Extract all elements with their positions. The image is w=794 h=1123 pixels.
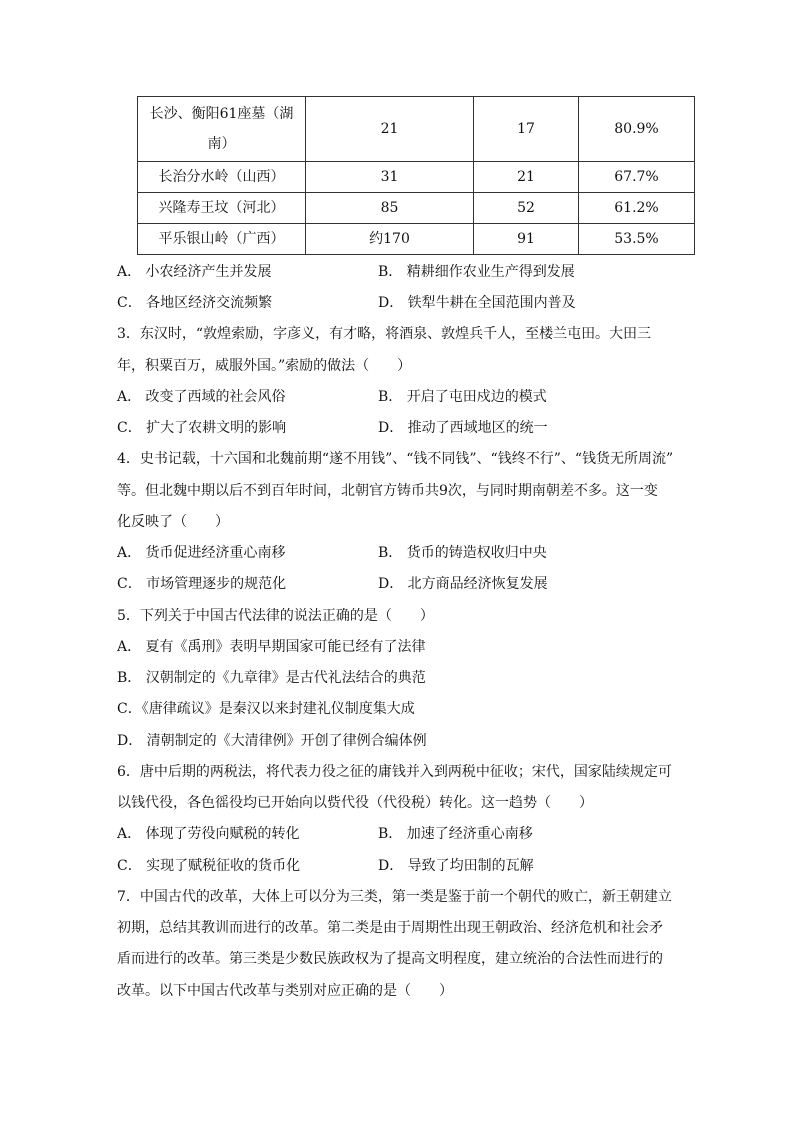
q3-option-a: A． 改变了西域的社会风俗 xyxy=(117,389,286,405)
q6-stem-line1: 6．唐中后期的两税法，将代表力役之征的庸钱并入到两税中征收；宋代，国家陆续规定可 xyxy=(117,764,672,780)
table-cell: 21 xyxy=(474,162,579,193)
table-cell: 61.2% xyxy=(579,193,695,224)
table-row xyxy=(138,224,695,255)
q2-option-a: A． 小农经济产生并发展 xyxy=(117,264,272,280)
q4-option-d: D． 北方商品经济恢复发展 xyxy=(378,576,548,592)
q3-option-c: C． 扩大了农耕文明的影响 xyxy=(117,420,287,436)
q7-stem-line2: 初期，总结其教训而进行的改革。第二类是由于周期性出现王朝政治、经济危机和社会矛 xyxy=(117,920,663,936)
q6-stem-line2: 以钱代役，各色徭役均已开始向以赀代役（代役税）转化。这一趋势（ ） xyxy=(117,795,593,811)
table-cell: 52 xyxy=(474,193,579,224)
q4-option-b: B． 货币的铸造权收归中央 xyxy=(378,545,547,561)
q2-option-b: B． 精耕细作农业生产得到发展 xyxy=(378,264,575,280)
table-cell: 80.9% xyxy=(579,97,695,162)
q5-option-c: C．《唐律疏议》是秦汉以来封建礼仪制度集大成 xyxy=(117,701,415,717)
data-table xyxy=(137,96,695,255)
q4-stem-line1: 4．史书记载，十六国和北魏前期“遂不用钱”、“钱不同钱”、“钱终不行”、“钱货无所周流” xyxy=(117,451,674,467)
q4-option-c: C． 市场管理逐步的规范化 xyxy=(117,576,287,592)
table-cell: 17 xyxy=(474,97,579,162)
table-cell: 91 xyxy=(474,224,579,255)
table-cell: 约170 xyxy=(306,224,474,255)
q4-stem-line2: 等。但北魏中期以后不到百年时间，北朝官方铸币共9次，与同时期南朝差不多。这一变 xyxy=(117,483,658,499)
table-cell: 31 xyxy=(306,162,474,193)
q3-option-b: B． 开启了屯田戍边的模式 xyxy=(378,389,547,405)
table-cell-site: 兴隆寿王坟（河北） xyxy=(138,193,306,224)
q4-stem-line3: 化反映了（ ） xyxy=(117,514,229,530)
q6-option-b: B． 加速了经济重心南移 xyxy=(378,826,533,842)
table-row xyxy=(138,193,695,224)
q3-stem-line2: 年，积粟百万，威服外国。”索励的做法（ ） xyxy=(117,358,412,374)
table-cell: 21 xyxy=(306,97,474,162)
q7-stem-line4: 改革。以下中国古代改革与类别对应正确的是（ ） xyxy=(117,983,453,999)
q6-option-a: A． 体现了劳役向赋税的转化 xyxy=(117,826,300,842)
q3-stem-line1: 3．东汉时，“敦煌索励，字彦义，有才略，将酒泉、敦煌兵千人，至楼兰屯田。大田三 xyxy=(117,326,652,342)
table-row xyxy=(138,97,695,162)
q4-option-a: A． 货币促进经济重心南移 xyxy=(117,545,286,561)
table-cell: 53.5% xyxy=(579,224,695,255)
q5-option-a: A． 夏有《禹刑》表明早期国家可能已经有了法律 xyxy=(117,639,426,655)
q5-stem-line1: 5．下列关于中国古代法律的说法正确的是（ ） xyxy=(117,608,434,624)
q3-option-d: D． 推动了西域地区的统一 xyxy=(378,420,548,436)
q2-option-d: D． 铁犁牛耕在全国范围内普及 xyxy=(378,295,576,311)
table-cell: 85 xyxy=(306,193,474,224)
q5-option-d: D． 清朝制定的《大清律例》开创了律例合编体例 xyxy=(117,733,427,749)
table-row xyxy=(138,162,695,193)
table-cell-site: 平乐银山岭（广西） xyxy=(138,224,306,255)
table-cell-site: 长沙、衡阳61座墓（湖 南） xyxy=(138,97,306,162)
q7-stem-line3: 盾而进行的改革。第三类是少数民族政权为了提高文明程度，建立统治的合法性而进行的 xyxy=(117,951,663,967)
q5-option-b: B． 汉朝制定的《九章律》是古代礼法结合的典范 xyxy=(117,670,426,686)
table-cell-site: 长治分水岭（山西） xyxy=(138,162,306,193)
table-cell: 67.7% xyxy=(579,162,695,193)
q2-option-c: C． 各地区经济交流频繁 xyxy=(117,295,273,311)
q7-stem-line1: 7．中国古代的改革，大体上可以分为三类，第一类是鉴于前一个朝代的败亡，新王朝建立 xyxy=(117,889,672,905)
q6-option-d: D． 导致了均田制的瓦解 xyxy=(378,858,534,874)
q6-option-c: C． 实现了赋税征收的货币化 xyxy=(117,858,301,874)
